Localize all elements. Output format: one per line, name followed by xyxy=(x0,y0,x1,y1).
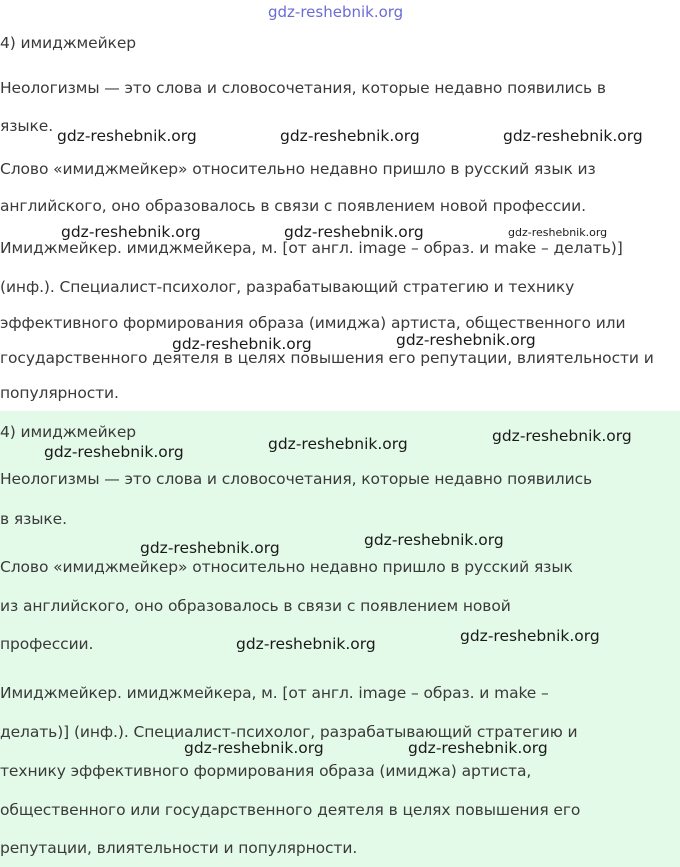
watermark: gdz-reshebnik.org xyxy=(396,331,536,349)
watermark: gdz-reshebnik.org xyxy=(61,223,201,241)
text-line: репутации, влиятельности и популярности. xyxy=(0,839,358,857)
text-line: Неологизмы — это слова и словосочетания, которые недавно появились xyxy=(0,470,593,488)
text-line: английского, оно образовалось в связи с появлением новой профессии. xyxy=(0,197,586,215)
text-line: эффективного формирования образа (имиджа) артиста, общественного или xyxy=(0,314,626,332)
watermark: gdz-reshebnik.org xyxy=(284,223,424,241)
text-line: Неологизмы — это слова и словосочетания, которые недавно появились в xyxy=(0,79,606,97)
watermark: gdz-reshebnik.org xyxy=(460,627,600,645)
watermark: gdz-reshebnik.org xyxy=(280,127,420,145)
text-line: языке. xyxy=(0,117,54,135)
text-line: делать)] (инф.). Специалист-психолог, разрабатывающий стратегию и xyxy=(0,723,578,741)
watermark: gdz-reshebnik.org xyxy=(57,127,197,145)
watermark: gdz-reshebnik.org xyxy=(508,226,608,239)
watermark: gdz-reshebnik.org xyxy=(268,435,408,453)
answer-heading: 4) имиджмейкер xyxy=(0,423,136,441)
watermark: gdz-reshebnik.org xyxy=(184,739,324,757)
watermark: gdz-reshebnik.org xyxy=(408,739,548,757)
text-line: популярности. xyxy=(0,384,119,402)
text-line: (инф.). Специалист-психолог, разрабатывающий стратегию и технику xyxy=(0,278,575,296)
site-watermark: gdz-reshebnik.org xyxy=(268,3,404,21)
watermark: gdz-reshebnik.org xyxy=(44,443,184,461)
text-line: общественного или государственного деятеля в целях повышения его xyxy=(0,801,581,819)
text-line: технику эффективного формирования образа (имиджа) артиста, xyxy=(0,762,532,780)
text-line: профессии. xyxy=(0,635,94,653)
answer-heading: 4) имиджмейкер xyxy=(0,34,136,52)
text-line: Имиджмейкер. имиджмейкера, м. [от англ. image – образ. и make – делать)] xyxy=(0,239,623,257)
watermark: gdz-reshebnik.org xyxy=(492,427,632,445)
text-line: Слово «имиджмейкер» относительно недавно пришло в русский язык xyxy=(0,558,573,576)
watermark: gdz-reshebnik.org xyxy=(140,539,280,557)
watermark: gdz-reshebnik.org xyxy=(172,335,312,353)
watermark: gdz-reshebnik.org xyxy=(503,127,643,145)
text-line: из английского, оно образовалось в связи с появлением новой xyxy=(0,597,511,615)
watermark: gdz-reshebnik.org xyxy=(236,635,376,653)
text-line: государственного деятеля в целях повышения его репутации, влиятельности и xyxy=(0,349,654,367)
watermark: gdz-reshebnik.org xyxy=(364,531,504,549)
text-line: в языке. xyxy=(0,510,67,528)
text-line: Имиджмейкер. имиджмейкера, м. [от англ. image – образ. и make – xyxy=(0,684,549,702)
text-line: Слово «имиджмейкер» относительно недавно пришло в русский язык из xyxy=(0,160,596,178)
